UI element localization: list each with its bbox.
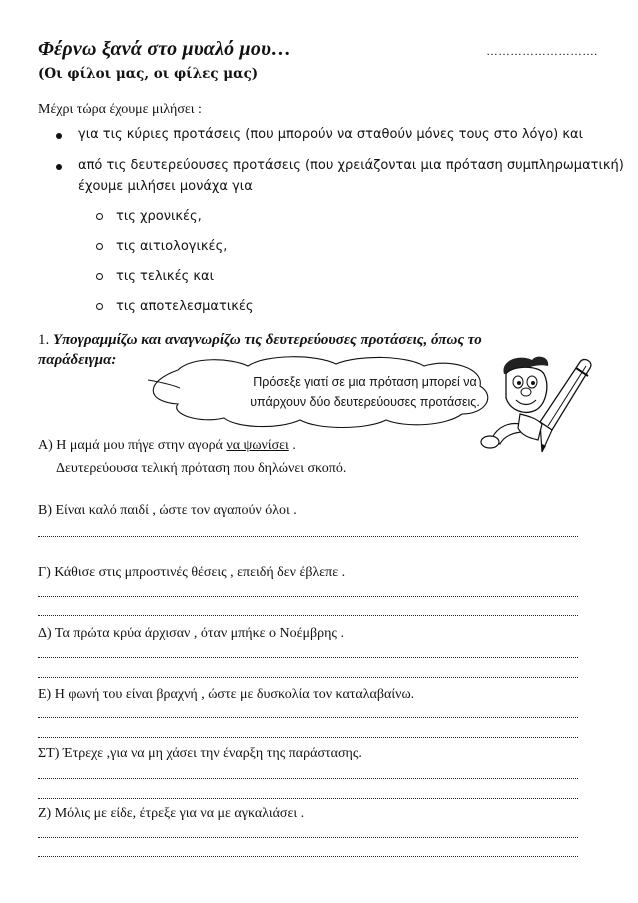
page-title: Φέρνω ξανά στο μυαλό μου… — [38, 38, 292, 60]
answer-line[interactable] — [38, 837, 578, 838]
bubble-line-1: Πρόσεξε γιατί σε μια πρόταση μπορεί να — [253, 375, 477, 389]
exercise-sentence: Γ) Κάθισε στις μπροστινές θέσεις , επειδή δεν έβλεπε . — [38, 565, 346, 580]
bullet-text: από τις δευτερεύουσες προτάσεις (που χρειάζονται μια πρόταση συμπληρωματική) — [78, 158, 624, 173]
exercise-sentence: Β) Είναι καλό παιδί , ώστε τον αγαπούν όλοι . — [38, 503, 297, 518]
answer-line[interactable] — [38, 856, 578, 857]
bullet-text: έχουμε μιλήσει μονάχα για — [78, 179, 253, 194]
task-text: Υπογραμμίζω και αναγνωρίζω τις δευτερεύουσες προτάσεις, όπως το παράδειγμα: — [38, 332, 482, 368]
sub-item-text: τις τελικές και — [116, 269, 215, 284]
sub-item-text: τις αιτιολογικές, — [116, 239, 228, 254]
cartoon-boy-with-pencil-icon — [480, 352, 598, 462]
page-subtitle: (Οι φίλοι μας, οι φίλες μας) — [38, 66, 259, 82]
example-sentence — [38, 438, 296, 454]
exercise-sentence: Ε) Η φωνή του είναι βραχνή , ώστε με δυσκολία τον καταλαβαίνω. — [38, 687, 415, 702]
example-answer: Δευτερεύουσα τελική πρόταση που δηλώνει σκοπό. — [56, 461, 347, 476]
task-number: 1. — [38, 332, 50, 348]
circle-bullet-icon — [96, 213, 103, 220]
answer-line[interactable] — [38, 717, 578, 718]
example-text: Α) Η μαμά μου πήγε στην αγορά — [38, 438, 227, 453]
answer-line[interactable] — [38, 737, 578, 738]
date-blank: ………………………. — [486, 44, 598, 58]
answer-line[interactable] — [38, 615, 578, 616]
answer-line[interactable] — [38, 596, 578, 597]
bullet-icon — [56, 164, 62, 170]
example-end: . — [288, 438, 296, 453]
exercise-sentence: Ζ) Μόλις με είδε, έτρεξε για να με αγκαλιάσει . — [38, 806, 305, 821]
exercise-sentence: ΣΤ) Έτρεχε ,για να μη χάσει την έναρξη της παράστασης. — [38, 746, 362, 761]
intro-lead: Μέχρι τώρα έχουμε μιλήσει : — [38, 102, 202, 117]
example-underlined-clause: να ψωνίσει — [226, 438, 289, 453]
answer-line[interactable] — [38, 536, 578, 537]
bullet-text: για τις κύριες προτάσεις (που μπορούν να σταθούν μόνες τους στο λόγο) και — [78, 127, 583, 142]
bullet-icon — [56, 133, 62, 139]
answer-line[interactable] — [38, 778, 578, 779]
exercise-sentence: Δ) Τα πρώτα κρύα άρχισαν , όταν μπήκε ο Νοέμβρης . — [38, 626, 344, 641]
circle-bullet-icon — [96, 303, 103, 310]
answer-line[interactable] — [38, 657, 578, 658]
circle-bullet-icon — [96, 273, 103, 280]
sub-item-text: τις αποτελεσματικές — [116, 299, 254, 314]
circle-bullet-icon — [96, 243, 103, 250]
sub-item-text: τις χρονικές, — [116, 209, 202, 224]
bubble-line-2: υπάρχουν δύο δευτερεύουσες προτάσεις. — [250, 395, 480, 409]
answer-line[interactable] — [38, 677, 578, 678]
answer-line[interactable] — [38, 798, 578, 799]
